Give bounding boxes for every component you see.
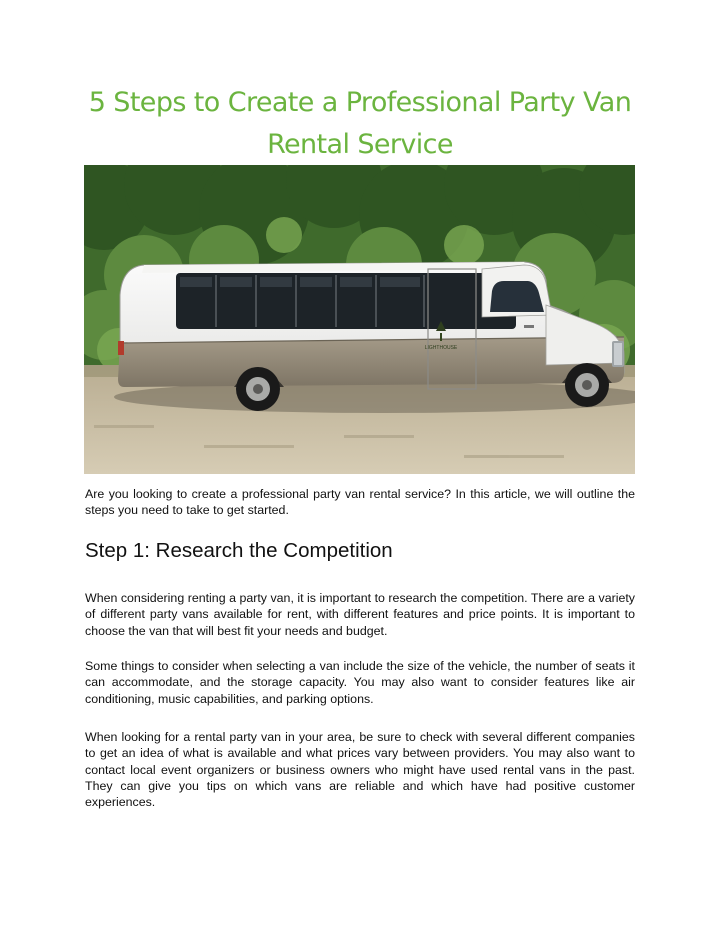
step-1-paragraph-3: When looking for a rental party van in your area, be sure to check with several different companies to get an idea of what is available and what prices vary between providers. You may also want to contact local event organizers or business owners who might have used rental vans in the past. They can give you tips on which vans are reliable and which have had positive customer experiences. [85,730,635,810]
van-logo-text: LIGHTHOUSE [424,345,458,351]
intro-paragraph: Are you looking to create a professional party van rental service? In this article, we will outline the steps you need to take to get started. [85,487,635,518]
title-line-2: Rental Service [267,129,453,160]
van-illustration [84,165,635,474]
step-1-paragraph-2: Some things to consider when selecting a van include the size of the vehicle, the number of seats it can accommodate, and the storage capacity. You may also want to consider features like air conditioning, music capabilities, and parking options. [85,659,635,706]
step-1-heading: Step 1: Research the Competition [85,539,393,562]
step-1-paragraph-1: When considering renting a party van, it is important to research the competition. There are a variety of different party vans available for rent, with different features and price points. It is important to choose the van that will best fit your needs and budget. [85,591,635,638]
party-van-photo [84,165,635,474]
title-line-1: 5 Steps to Create a Professional Party Van [88,87,632,118]
page-title [60,82,660,166]
